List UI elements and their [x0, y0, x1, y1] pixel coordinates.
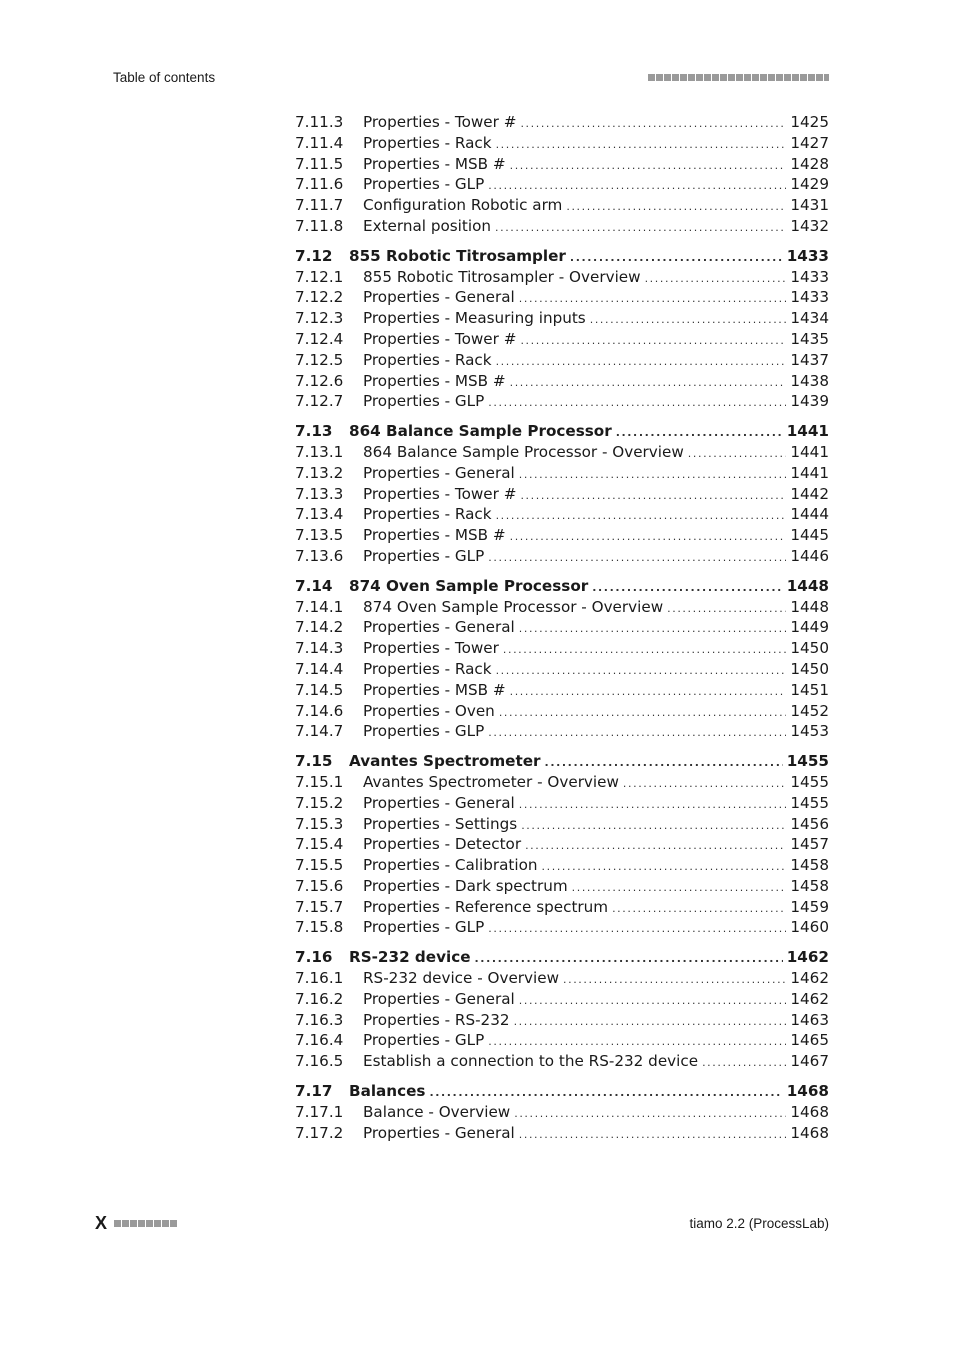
toc-entry-page: 1455	[790, 772, 829, 791]
toc-leader-dots	[519, 619, 787, 640]
toc-entry[interactable]	[295, 701, 829, 722]
toc-leader-dots	[510, 527, 787, 548]
toc-entry-page: 1451	[790, 680, 829, 699]
toc-entry-page: 1439	[790, 392, 829, 411]
toc-leader-dots	[519, 289, 787, 310]
toc-entry-title: Avantes Spectrometer - Overview	[363, 772, 619, 791]
decoration-square	[114, 1220, 121, 1227]
decoration-square	[138, 1220, 145, 1227]
toc-entry-title: Balances	[349, 1082, 426, 1101]
decoration-square	[720, 74, 727, 81]
toc-leader-dots	[563, 970, 786, 991]
toc-entry-title: Properties - GLP	[363, 1031, 485, 1050]
toc-entry[interactable]	[295, 814, 829, 835]
toc-entry-number: 7.13.6	[295, 546, 344, 565]
toc-leader-dots	[488, 548, 786, 569]
toc-entry-number: 7.14.4	[295, 659, 344, 678]
toc-leader-dots	[488, 393, 786, 414]
toc-entry-page: 1449	[790, 618, 829, 637]
toc-leader-dots	[510, 156, 787, 177]
toc-leader-dots	[514, 1012, 787, 1033]
toc-entry-page: 1455	[786, 752, 829, 771]
toc-entry-page: 1437	[790, 350, 829, 369]
toc-entry[interactable]	[295, 855, 829, 876]
toc-entry[interactable]	[295, 154, 829, 175]
toc-leader-dots	[592, 578, 782, 599]
toc-entry-title: 874 Oven Sample Processor - Overview	[363, 597, 664, 616]
toc-entry[interactable]	[295, 112, 829, 133]
toc-entry[interactable]	[295, 1030, 829, 1051]
toc-leader-dots	[488, 723, 786, 744]
toc-section-entry[interactable]	[295, 751, 829, 772]
decoration-square	[130, 1220, 137, 1227]
toc-entry-page: 1441	[786, 422, 829, 441]
decoration-square	[752, 74, 759, 81]
toc-entry-page: 1425	[790, 113, 829, 131]
toc-entry-page: 1431	[790, 196, 829, 215]
decoration-square	[648, 74, 655, 81]
toc-entry-number: 7.16.2	[295, 989, 344, 1008]
toc-entry-number: 7.13.4	[295, 505, 344, 524]
footer-decoration	[114, 1220, 177, 1227]
toc-group	[295, 947, 829, 1072]
toc-entry-page: 1459	[790, 897, 829, 916]
toc-entry-number: 7.13.3	[295, 484, 344, 503]
toc-leader-dots	[590, 310, 787, 331]
toc-entry-number: 7.13	[295, 422, 333, 441]
decoration-square	[816, 74, 823, 81]
toc-entry-number: 7.17	[295, 1082, 333, 1101]
toc-leader-dots	[488, 1032, 786, 1053]
decoration-square	[792, 74, 799, 81]
toc-leader-dots	[503, 640, 786, 661]
toc-entry-title: Properties - Rack	[363, 505, 492, 524]
toc-entry-title: Properties - MSB #	[363, 154, 506, 173]
toc-entry-title: Properties - Tower #	[363, 484, 517, 503]
toc-entry-page: 1445	[790, 526, 829, 545]
toc-entry-title: 874 Oven Sample Processor	[349, 576, 589, 595]
toc-leader-dots	[545, 753, 783, 774]
toc-entry-page: 1463	[790, 1010, 829, 1029]
toc-group	[295, 576, 829, 742]
toc-entry[interactable]	[295, 1123, 829, 1144]
toc-group	[295, 1081, 829, 1143]
toc-leader-dots	[623, 774, 786, 795]
toc-entry-number: 7.12.1	[295, 267, 344, 286]
toc-group	[295, 112, 829, 237]
toc-entry[interactable]	[295, 1102, 829, 1123]
toc-entry-number: 7.14.5	[295, 680, 344, 699]
decoration-square	[808, 74, 815, 81]
toc-entry-title: 855 Robotic Titrosampler - Overview	[363, 267, 641, 286]
toc-leader-dots	[521, 816, 786, 837]
toc-entry-number: 7.11.3	[295, 113, 344, 131]
toc-entry-page: 1427	[790, 133, 829, 152]
toc-entry[interactable]	[295, 989, 829, 1010]
toc-leader-dots	[429, 1083, 782, 1104]
toc-entry-page: 1462	[790, 989, 829, 1008]
toc-entry-title: Balance - Overview	[363, 1102, 511, 1121]
toc-entry-page: 1442	[790, 484, 829, 503]
toc-entry-title: Properties - General	[363, 618, 515, 637]
toc-entry-number: 7.15.2	[295, 793, 344, 812]
toc-entry-title: Properties - General	[363, 1123, 515, 1142]
toc-entry-title: Configuration Robotic arm	[363, 196, 563, 215]
toc-entry-number: 7.11.8	[295, 216, 344, 235]
toc-entry[interactable]	[295, 287, 829, 308]
decoration-square	[800, 74, 807, 81]
toc-group	[295, 751, 829, 938]
toc-leader-dots	[616, 423, 783, 444]
toc-entry-page: 1444	[790, 505, 829, 524]
decoration-square	[680, 74, 687, 81]
decoration-square	[696, 74, 703, 81]
toc-entry-page: 1432	[790, 216, 829, 235]
toc-entry-page: 1453	[790, 722, 829, 741]
decoration-square	[688, 74, 695, 81]
toc-entry[interactable]	[295, 391, 829, 412]
toc-entry-page: 1428	[790, 154, 829, 173]
toc-entry-number: 7.11.4	[295, 133, 344, 152]
decoration-square	[768, 74, 775, 81]
toc-leader-dots	[495, 218, 786, 239]
toc-entry[interactable]	[295, 546, 829, 567]
toc-entry[interactable]	[295, 484, 829, 505]
toc-entry-number: 7.13.1	[295, 442, 344, 461]
toc-entry-number: 7.15.3	[295, 814, 344, 833]
toc-entry-number: 7.11.6	[295, 175, 344, 194]
toc-entry-number: 7.12	[295, 246, 333, 265]
toc-entry-page: 1438	[790, 371, 829, 390]
toc-entry[interactable]	[295, 897, 829, 918]
toc-entry-title: Properties - Rack	[363, 133, 492, 152]
toc-entry-page: 1450	[790, 639, 829, 658]
toc-entry-number: 7.14.6	[295, 701, 344, 720]
toc-entry-title: Properties - Oven	[363, 701, 495, 720]
toc-entry-title: Properties - GLP	[363, 546, 485, 565]
toc-entry-page: 1462	[790, 969, 829, 988]
toc-leader-dots	[572, 878, 787, 899]
toc-entry-page: 1452	[790, 701, 829, 720]
toc-group	[295, 421, 829, 567]
toc-entry[interactable]	[295, 442, 829, 463]
toc-entry-title: Properties - GLP	[363, 175, 485, 194]
toc-entry-number: 7.17.1	[295, 1102, 344, 1121]
toc-entry-number: 7.14	[295, 576, 333, 595]
toc-entry-page: 1465	[790, 1031, 829, 1050]
toc-entry[interactable]	[295, 659, 829, 680]
decoration-square	[728, 74, 735, 81]
toc-leader-dots	[496, 506, 787, 527]
running-header-title: Table of contents	[113, 70, 216, 85]
toc-leader-dots	[488, 919, 786, 940]
toc-leader-dots	[496, 352, 787, 373]
toc-entry-page: 1458	[790, 876, 829, 895]
toc-entry-title: Properties - MSB #	[363, 371, 506, 390]
header-decoration	[648, 74, 829, 83]
footer-mark: X	[95, 1213, 108, 1233]
toc-entry-title: Properties - GLP	[363, 918, 485, 937]
toc-entry-number: 7.11.5	[295, 154, 344, 173]
toc-entry-page: 1429	[790, 175, 829, 194]
toc-leader-dots	[702, 1053, 786, 1074]
toc-entry-title: Properties - Settings	[363, 814, 518, 833]
toc-leader-dots	[612, 899, 786, 920]
toc-entry-page: 1455	[790, 793, 829, 812]
toc-section-entry[interactable]	[295, 246, 829, 267]
toc-leader-dots	[519, 465, 787, 486]
decoration-square	[656, 74, 663, 81]
toc-entry-title: Properties - Detector	[363, 835, 522, 854]
toc-entry-title: 864 Balance Sample Processor	[349, 422, 612, 441]
toc-entry-title: Properties - General	[363, 989, 515, 1008]
toc-entry-page: 1435	[790, 329, 829, 348]
toc-entry-number: 7.14.2	[295, 618, 344, 637]
toc-entry-page: 1467	[790, 1052, 829, 1071]
toc-entry-page: 1458	[790, 856, 829, 875]
decoration-square	[776, 74, 783, 81]
toc-entry-number: 7.16.5	[295, 1052, 344, 1071]
toc-section-entry[interactable]	[295, 1081, 829, 1102]
toc-leader-dots	[519, 1125, 787, 1146]
toc-entry-number: 7.15	[295, 752, 333, 771]
toc-leader-dots	[645, 269, 787, 290]
decoration-square	[744, 74, 751, 81]
decoration-square	[170, 1220, 177, 1227]
toc-entry[interactable]	[295, 968, 829, 989]
toc-entry-number: 7.17.2	[295, 1123, 344, 1142]
toc-leader-dots	[496, 661, 787, 682]
decoration-square	[162, 1220, 169, 1227]
toc-leader-dots	[520, 114, 786, 135]
toc-entry-number: 7.11.7	[295, 196, 344, 215]
decoration-square	[824, 74, 829, 81]
toc-leader-dots	[519, 795, 787, 816]
toc-entry-number: 7.15.7	[295, 897, 344, 916]
toc-entry[interactable]	[295, 216, 829, 237]
toc-entry-number: 7.15.5	[295, 856, 344, 875]
toc-leader-dots	[520, 331, 786, 352]
toc-entry[interactable]	[295, 133, 829, 154]
toc-entry[interactable]	[295, 1051, 829, 1072]
toc-entry-number: 7.16.3	[295, 1010, 344, 1029]
toc-leader-dots	[519, 991, 787, 1012]
toc-entry[interactable]	[295, 371, 829, 392]
decoration-square	[664, 74, 671, 81]
toc-entry-title: Properties - RS-232	[363, 1010, 510, 1029]
toc-entry[interactable]	[295, 350, 829, 371]
toc-leader-dots	[510, 682, 787, 703]
toc-entry-title: Properties - MSB #	[363, 526, 506, 545]
toc-entry-number: 7.14.7	[295, 722, 344, 741]
toc-leader-dots	[667, 599, 786, 620]
toc-entry-page: 1462	[786, 948, 829, 967]
decoration-square	[146, 1220, 153, 1227]
toc-entry-title: 855 Robotic Titrosampler	[349, 246, 566, 265]
toc-entry-page: 1468	[790, 1123, 829, 1142]
toc-entry[interactable]	[295, 680, 829, 701]
decoration-square	[704, 74, 711, 81]
toc-entry-number: 7.12.6	[295, 371, 344, 390]
toc-entry-title: Properties - MSB #	[363, 680, 506, 699]
toc-leader-dots	[488, 176, 786, 197]
toc-entry[interactable]	[295, 504, 829, 525]
toc-leader-dots	[496, 135, 787, 156]
toc-entry-number: 7.12.4	[295, 329, 344, 348]
toc-entry-page: 1468	[790, 1102, 829, 1121]
toc-entry-number: 7.14.3	[295, 639, 344, 658]
toc-entry[interactable]	[295, 463, 829, 484]
toc-entry-title: Properties - GLP	[363, 392, 485, 411]
toc-entry-number: 7.16.1	[295, 969, 344, 988]
toc-entry-number: 7.13.5	[295, 526, 344, 545]
toc-entry-page: 1448	[790, 597, 829, 616]
toc-leader-dots	[542, 857, 787, 878]
toc-leader-dots	[570, 248, 783, 269]
toc-section-entry[interactable]	[295, 421, 829, 442]
table-of-contents	[295, 112, 829, 1152]
toc-leader-dots	[566, 197, 786, 218]
toc-entry-number: 7.12.5	[295, 350, 344, 369]
toc-entry-page: 1433	[790, 288, 829, 307]
toc-entry-page: 1446	[790, 546, 829, 565]
toc-entry-number: 7.13.2	[295, 463, 344, 482]
toc-entry[interactable]	[295, 772, 829, 793]
toc-entry-number: 7.14.1	[295, 597, 344, 616]
toc-entry-title: Properties - General	[363, 288, 515, 307]
toc-entry-number: 7.16	[295, 948, 333, 967]
toc-leader-dots	[525, 836, 786, 857]
toc-entry-number: 7.12.3	[295, 309, 344, 328]
toc-entry-page: 1441	[790, 442, 829, 461]
toc-entry[interactable]	[295, 917, 829, 938]
toc-entry-page: 1460	[790, 918, 829, 937]
toc-entry-title: Properties - Measuring inputs	[363, 309, 586, 328]
toc-entry-title: Establish a connection to the RS-232 device	[363, 1052, 699, 1071]
toc-entry[interactable]	[295, 308, 829, 329]
toc-entry-page: 1433	[786, 246, 829, 265]
decoration-square	[672, 74, 679, 81]
toc-entry-number: 7.12.7	[295, 392, 344, 411]
toc-entry[interactable]	[295, 1010, 829, 1031]
toc-entry-page: 1448	[786, 576, 829, 595]
toc-entry-title: Properties - Rack	[363, 350, 492, 369]
toc-entry-title: Avantes Spectrometer	[349, 752, 541, 771]
footer-product: tiamo 2.2 (ProcessLab)	[689, 1216, 829, 1231]
decoration-square	[712, 74, 719, 81]
decoration-square	[736, 74, 743, 81]
toc-entry-number: 7.16.4	[295, 1031, 344, 1050]
toc-leader-dots	[688, 444, 787, 465]
toc-leader-dots	[499, 703, 787, 724]
toc-entry[interactable]	[295, 525, 829, 546]
toc-entry[interactable]	[295, 638, 829, 659]
toc-entry-number: 7.15.8	[295, 918, 344, 937]
toc-entry-title: Properties - Dark spectrum	[363, 876, 568, 895]
toc-leader-dots	[475, 949, 783, 970]
toc-entry[interactable]	[295, 267, 829, 288]
toc-entry-title: Properties - Calibration	[363, 856, 538, 875]
decoration-square	[122, 1220, 129, 1227]
toc-entry[interactable]	[295, 329, 829, 350]
toc-entry-title: Properties - Tower #	[363, 113, 517, 131]
toc-entry-title: 864 Balance Sample Processor - Overview	[363, 442, 684, 461]
toc-entry[interactable]	[295, 617, 829, 638]
toc-entry-title: Properties - Tower #	[363, 329, 517, 348]
decoration-square	[784, 74, 791, 81]
toc-entry-title: Properties - GLP	[363, 722, 485, 741]
toc-entry-page: 1434	[790, 309, 829, 328]
toc-entry-title: Properties - Tower	[363, 639, 499, 658]
toc-entry-title: Properties - General	[363, 793, 515, 812]
toc-section-entry[interactable]	[295, 947, 829, 968]
toc-entry-title: External position	[363, 216, 491, 235]
toc-leader-dots	[510, 373, 787, 394]
toc-entry-number: 7.15.4	[295, 835, 344, 854]
toc-entry-page: 1456	[790, 814, 829, 833]
toc-leader-dots	[514, 1104, 786, 1125]
toc-leader-dots	[520, 486, 786, 507]
toc-entry-title: RS-232 device	[349, 948, 471, 967]
toc-entry-number: 7.15.6	[295, 876, 344, 895]
toc-group	[295, 246, 829, 412]
toc-entry[interactable]	[295, 597, 829, 618]
toc-entry-title: Properties - Reference spectrum	[363, 897, 609, 916]
toc-entry-title: Properties - Rack	[363, 659, 492, 678]
toc-entry-title: Properties - General	[363, 463, 515, 482]
toc-entry[interactable]	[295, 834, 829, 855]
toc-section-entry[interactable]	[295, 576, 829, 597]
decoration-square	[154, 1220, 161, 1227]
toc-entry-page: 1468	[786, 1082, 829, 1101]
toc-entry[interactable]	[295, 195, 829, 216]
toc-entry-page: 1441	[790, 463, 829, 482]
toc-entry-number: 7.12.2	[295, 288, 344, 307]
toc-entry[interactable]	[295, 793, 829, 814]
toc-entry-page: 1433	[790, 267, 829, 286]
toc-entry-title: RS-232 device - Overview	[363, 969, 560, 988]
toc-entry-page: 1457	[790, 835, 829, 854]
toc-entry[interactable]	[295, 174, 829, 195]
toc-entry[interactable]	[295, 721, 829, 742]
toc-entry-page: 1450	[790, 659, 829, 678]
toc-entry[interactable]	[295, 876, 829, 897]
toc-entry-number: 7.15.1	[295, 772, 344, 791]
decoration-square	[760, 74, 767, 81]
